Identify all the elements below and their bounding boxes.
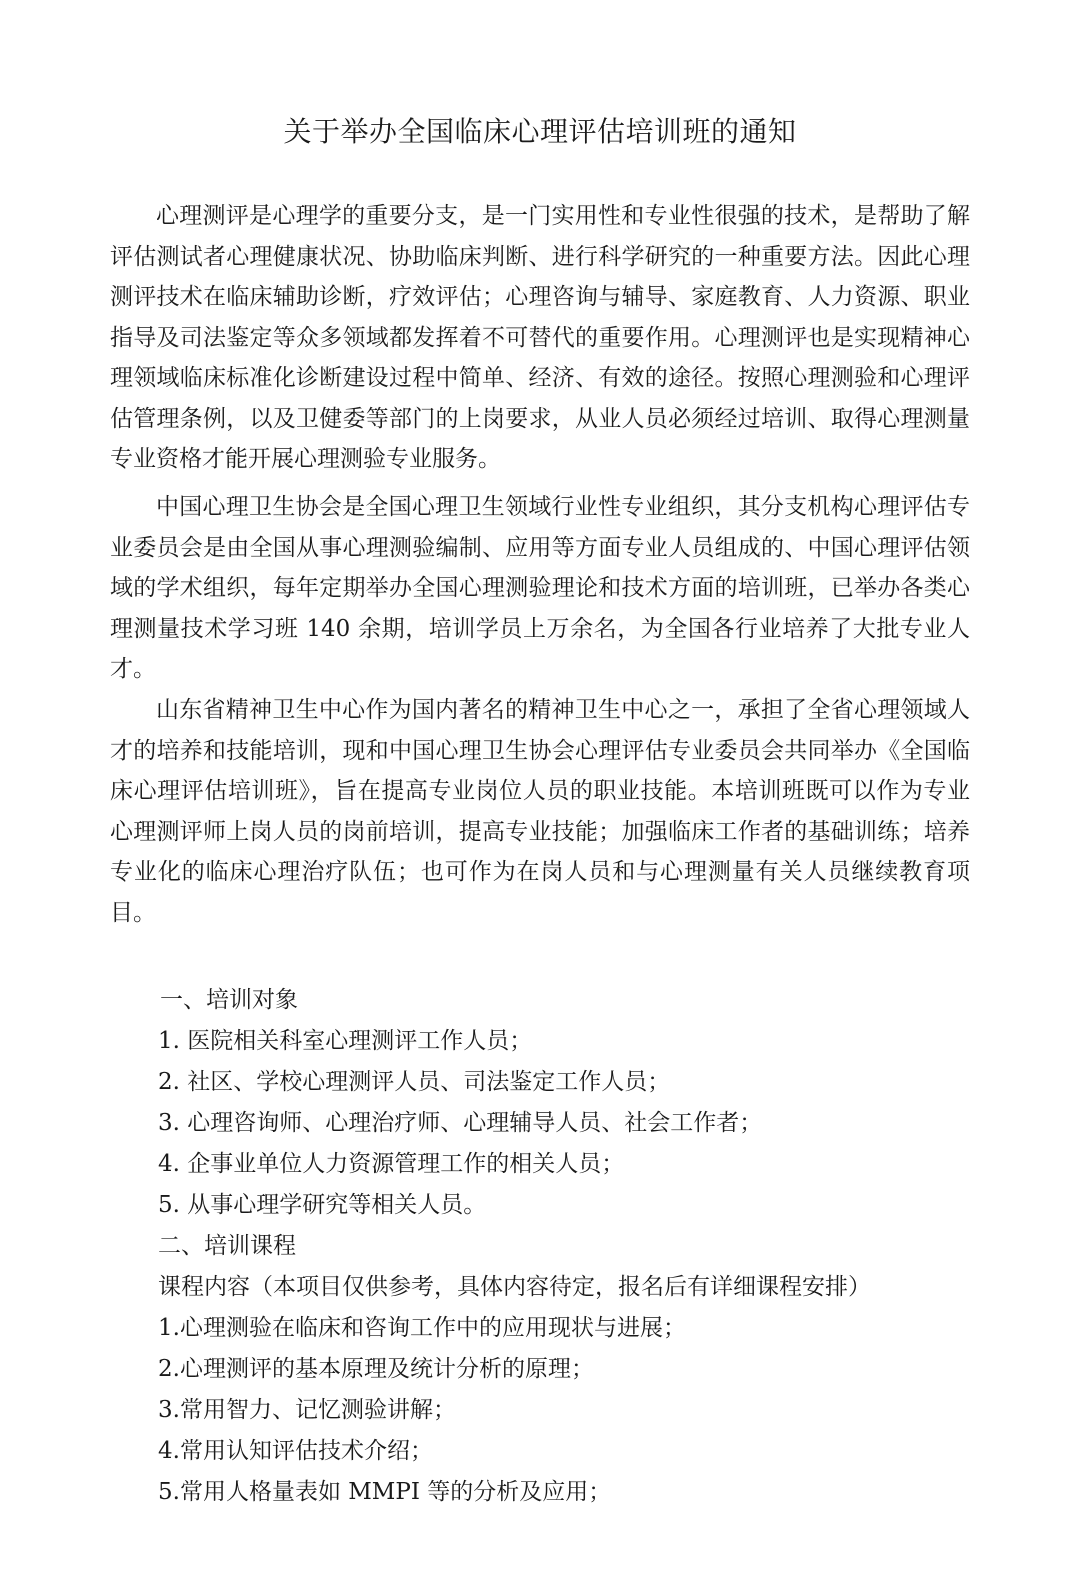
list-item: 5.常用人格量表如 MMPI 等的分析及应用； bbox=[158, 1479, 612, 1505]
list-item: 3. 心理咨询师、心理治疗师、心理辅导人员、社会工作者； bbox=[158, 1110, 763, 1136]
paragraph-association: 中国心理卫生协会是全国心理卫生领域行业性专业组织，其分支机构心理评估专业委员会是由全国从事心理测验编制、应用等方面专业人员组成的、中国心理评估领域的学术组织，每年定期举办全国心理测验理论和技术方面的培训班，已举办各类心理测量技术学习班 140 余期，培训学员上万余名，为全国各行业培养了大批专业人才。 bbox=[110, 494, 970, 682]
paragraph-intro: 心理测评是心理学的重要分支，是一门实用性和专业性很强的技术，是帮助了解评估测试者心理健康状况、协助临床判断、进行科学研究的一种重要方法。因此心理测评技术在临床辅助诊断，疗效评估；心理咨询与辅导、家庭教育、人力资源、职业指导及司法鉴定等众多领域都发挥着不可替代的重要作用。心理测评也是实现精神心理领域临床标准化诊断建设过程中简单、经济、有效的途径。按照心理测验和心理评估管理条例，以及卫健委等部门的上岗要求，从业人员必须经过培训、取得心理测量专业资格才能开展心理测验专业服务。 bbox=[110, 203, 970, 472]
section-heading-trainees: 一、培训对象 bbox=[160, 987, 298, 1013]
list-item: 5. 从事心理学研究等相关人员。 bbox=[158, 1192, 487, 1218]
list-item: 2. 社区、学校心理测评人员、司法鉴定工作人员； bbox=[158, 1069, 671, 1095]
document-title: 关于举办全国临床心理评估培训班的通知 bbox=[283, 115, 797, 148]
list-item: 4.常用认知评估技术介绍； bbox=[158, 1438, 433, 1464]
paragraph-center: 山东省精神卫生中心作为国内著名的精神卫生中心之一，承担了全省心理领域人才的培养和技能培训，现和中国心理卫生协会心理评估专业委员会共同举办《全国临床心理评估培训班》，旨在提高专业岗位人员的职业技能。本培训班既可以作为专业心理测评师上岗人员的岗前培训，提高专业技能；加强临床工作者的基础训练；培养专业化的临床心理治疗队伍；也可作为在岗人员和与心理测量有关人员继续教育项目。 bbox=[110, 697, 970, 926]
list-item: 1.心理测验在临床和咨询工作中的应用现状与进展； bbox=[158, 1315, 686, 1341]
list-item: 3.常用智力、记忆测验讲解； bbox=[158, 1397, 456, 1423]
list-item: 2.心理测评的基本原理及统计分析的原理； bbox=[158, 1356, 594, 1382]
list-item: 1. 医院相关科室心理测评工作人员； bbox=[158, 1028, 533, 1054]
list-item: 4. 企事业单位人力资源管理工作的相关人员； bbox=[158, 1151, 625, 1177]
section-heading-courses: 二、培训课程 bbox=[158, 1233, 296, 1259]
course-intro: 课程内容（本项目仅供参考，具体内容待定，报名后有详细课程安排） bbox=[158, 1274, 871, 1300]
